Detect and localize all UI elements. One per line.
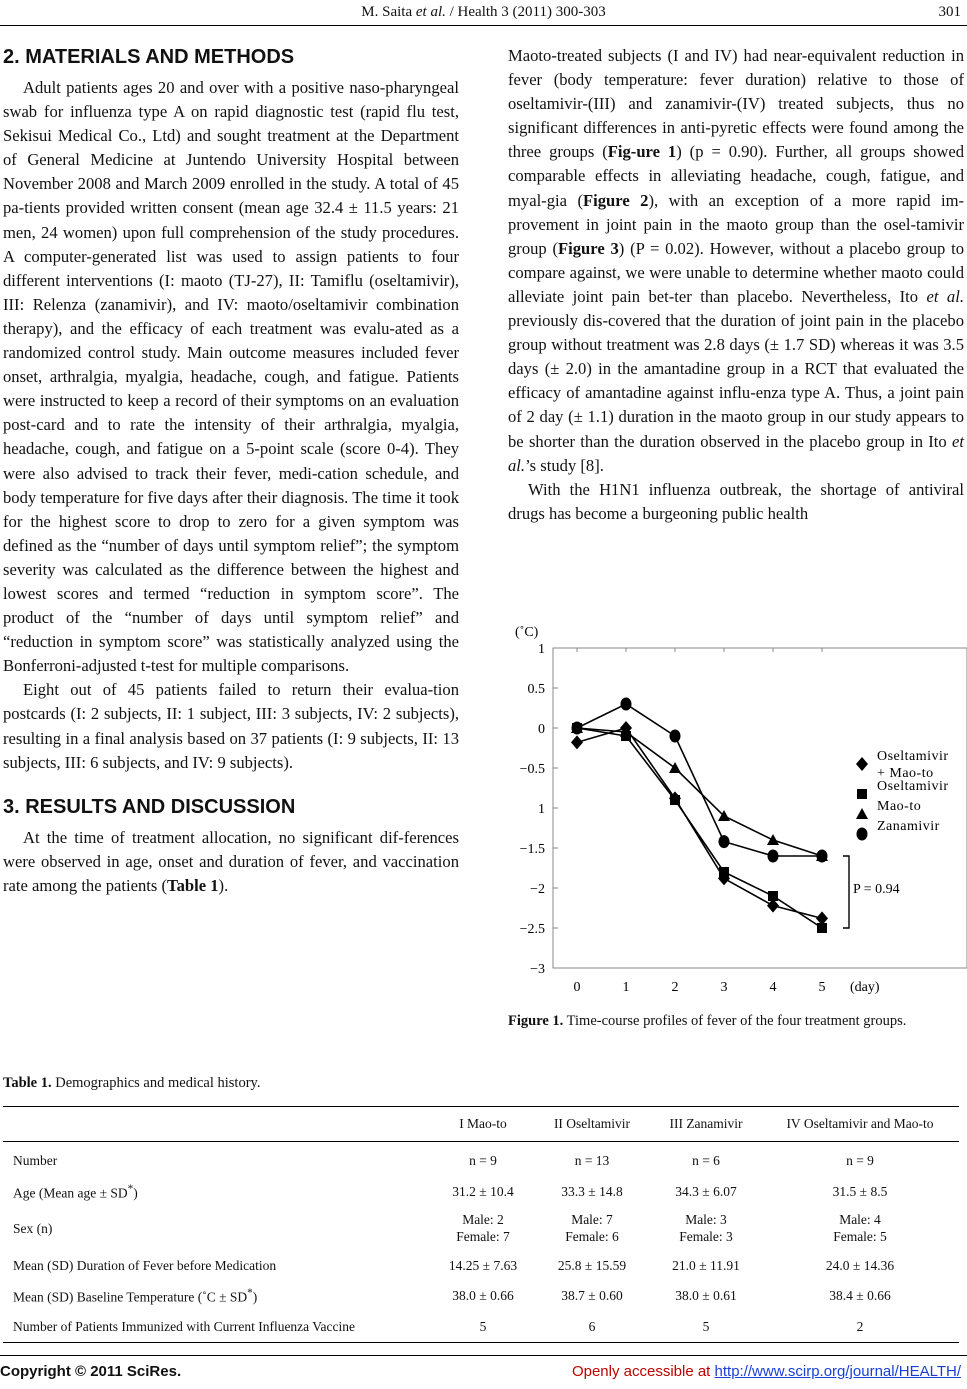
table-cell: 25.8 ± 15.59	[557, 1257, 627, 1273]
table-row	[3, 1310, 959, 1343]
row-label: Mean (SD) Baseline Temperature (˚C ± SD*)	[13, 1286, 258, 1305]
table-cell: 34.3 ± 6.07	[675, 1183, 737, 1199]
figure-1-caption: Figure 1. Time-course profiles of fever of the four treatment groups.	[508, 1013, 907, 1029]
methods-paragraph-1: Adult patients ages 20 and over with a positive naso-pharyngeal swab for influenza type A on rapid diagnostic test (rapid flu test, Sekisui Medical Co., Ltd) and sought treatment at the Department of General Medicine at Juntendo University Hospital between November 2008 and March 2009 enrolled in the study. A total of 45 pa-tients provided written consent (mean age 32.4 ± 11.5 years: 21 men, 24 women) upon full comprehension of the study procedures. A computer-generated list was used to assign patients to four different interventions (I: maoto (TJ-27), II: Tamiflu (oseltamivir), III: Relenza (zanamivir), and IV: maoto/oseltamivir combination therapy), and the efficacy of each treatment was evalu-ated as a randomized control study. Main outcome measures included fever onset, arthralgia, myalgia, headache, cough, and fatigue. Patients were instructed to keep a record of their symptoms on an evaluation post-card and to rate the intensity of their arthralgia, myalgia, headache, cough, and fatigue on a 5-point scale (score 0-4). They were also advised to track their fever, medi-cation schedule, and body temperature for five days after their diagnosis. The time it took for the highest score to drop to zero for a given symptom was defined as the “number of days until symptom relief”; the symptom severity was calculated as the difference between the highest and lowest scores and termed “reduction in symptom score”. The product of the “number of days until symptom relief” and “reduction in symptom score” was statistically analyzed using the Bonferroni-adjusted t-test for multiple comparisons.	[3, 78, 459, 676]
figure-1-chart	[505, 612, 967, 1007]
running-header	[0, 2, 967, 24]
table-cell: 38.0 ± 0.66	[452, 1287, 514, 1303]
data-point-square	[719, 867, 729, 877]
series-line-circle	[577, 704, 822, 856]
data-point-triangle	[767, 834, 779, 845]
running-title: M. Saita et al. / Health 3 (2011) 300-303	[361, 4, 606, 20]
y-tick-label: 1	[538, 642, 545, 657]
page-number: 301	[938, 4, 961, 20]
left-column	[3, 44, 459, 898]
table-cell: 5	[651, 1310, 761, 1343]
demographics-table	[3, 1106, 959, 1343]
table-cell: Male: 7 Female: 6	[565, 1212, 619, 1244]
table-cell: Male: 2 Female: 7	[456, 1212, 510, 1244]
table-row	[3, 1142, 959, 1177]
y-tick-label: 0	[538, 722, 545, 737]
y-tick-label: 0.5	[527, 682, 545, 697]
table-cell: 2	[761, 1310, 959, 1343]
table-header-cell: III Zanamivir	[651, 1107, 761, 1142]
table-cell: 5	[433, 1310, 533, 1343]
row-label: Sex (n)	[13, 1220, 53, 1236]
table-cell: n = 9	[469, 1152, 497, 1168]
data-point-square	[817, 923, 827, 933]
legend-label: Oseltamivir	[877, 779, 949, 794]
copyright-notice: Copyright © 2011 SciRes.	[0, 1363, 182, 1380]
p-value-label: P = 0.94	[853, 882, 900, 897]
footer-rule	[0, 1355, 967, 1356]
row-label: Number	[13, 1152, 58, 1168]
data-point-square	[768, 891, 778, 901]
table-cell: 14.25 ± 7.63	[448, 1257, 518, 1273]
results-paragraph-1: At the time of treatment allocation, no significant dif-ferences were observed in age, onset and duration of fever, and vaccination rate among the patients (Table 1).	[3, 827, 459, 895]
table-header-cell: II Oseltamivir	[533, 1107, 651, 1142]
x-tick-label: 0	[573, 980, 581, 995]
header-rule	[0, 25, 967, 26]
table-cell: 31.2 ± 10.4	[452, 1183, 514, 1199]
row-label: Age (Mean age ± SD*)	[13, 1182, 138, 1201]
x-tick-label: 1	[622, 980, 630, 995]
table-cell: Male: 4 Female: 5	[833, 1212, 887, 1244]
table-cell: Male: 3 Female: 3	[679, 1212, 733, 1244]
methods-paragraph-2: Eight out of 45 patients failed to return their evalua-tion postcards (I: 2 subjects, II: 1 subject, III: 3 subjects, IV: 2 subjects), resulting in a final analysis based on 37 patients (I: 9 subjects, II: 13 subjects, III: 6 subjects, and IV: 9 subjects).	[3, 680, 459, 772]
table-cell: 38.4 ± 0.66	[829, 1287, 891, 1303]
table-cell: n = 6	[692, 1152, 720, 1168]
results-paragraph-3: With the H1N1 influenza outbreak, the shortage of antiviral drugs has become a burgeoning public health	[508, 479, 964, 523]
row-label: Number of Patients Immunized with Current Influenza Vaccine	[3, 1310, 433, 1343]
data-point-diamond	[856, 757, 868, 771]
y-tick-label: −2	[530, 882, 545, 897]
data-point-circle	[670, 730, 681, 743]
data-point-circle	[768, 850, 779, 863]
table-cell: 38.0 ± 0.61	[675, 1287, 737, 1303]
table-cell: 31.5 ± 8.5	[832, 1183, 888, 1199]
legend-label: Mao-to	[877, 799, 922, 814]
x-tick-label: 5	[818, 980, 826, 995]
x-tick-label: 2	[671, 980, 679, 995]
x-unit-label: (day)	[850, 980, 880, 995]
significance-bracket	[843, 856, 849, 928]
x-tick-label: 4	[769, 980, 777, 995]
journal-link[interactable]: http://www.scirp.org/journal/HEALTH/	[714, 1363, 961, 1380]
data-point-diamond	[571, 735, 583, 749]
table-row	[3, 1206, 959, 1250]
y-tick-label: −0.5	[519, 762, 545, 777]
table-cell: 24.0 ± 14.36	[825, 1257, 895, 1273]
row-label: Mean (SD) Duration of Fever before Medication	[13, 1257, 277, 1273]
table-header-cell: I Mao-to	[433, 1107, 533, 1142]
data-point-circle	[572, 722, 583, 735]
y-tick-label: −1.5	[519, 842, 545, 857]
table-header-cell: IV Oseltamivir and Mao-to	[761, 1107, 959, 1142]
data-point-triangle	[669, 762, 681, 773]
access-notice: Openly accessible at http://www.scirp.org/journal/HEALTH/	[571, 1363, 961, 1380]
data-point-triangle	[856, 808, 868, 819]
data-point-circle	[621, 698, 632, 711]
table-header-cell	[3, 1107, 433, 1142]
data-point-circle	[719, 835, 730, 848]
table-cell: 21.0 ± 11.91	[672, 1257, 740, 1273]
table-cell: n = 13	[574, 1152, 610, 1168]
series-line-diamond	[577, 728, 822, 918]
data-point-square	[670, 795, 680, 805]
legend-label: + Mao-to	[877, 766, 934, 781]
table-cell: 38.7 ± 0.60	[561, 1287, 623, 1303]
right-column	[508, 44, 964, 526]
section-heading-results: 3. RESULTS AND DISCUSSION	[3, 795, 296, 818]
table-header-row	[3, 1107, 959, 1142]
y-tick-label: −2.5	[519, 922, 545, 937]
results-paragraph-2: Maoto-treated subjects (I and IV) had near-equivalent reduction in fever (body temperature: fever duration) relative to those of oseltamivir-(III) and zanamivir-(IV) treated subjects, thus no significant differences in anti-pyretic effects were found among the three groups (Fig-ure 1) (p = 0.90). Further, all groups showed comparable effects in alleviating headache, cough, fatigue, and myal-gia (Figure 2), with an exception of a more rapid im-provement in joint pain in the maoto group than the osel-tamivir group (Figure 3) (P = 0.02). However, without a placebo group to compare against, we were unable to determine whether maoto could alleviate joint pain bet-ter than placebo. Nevertheless, Ito et al. previously dis-covered that the duration of joint pain in the placebo group without treatment was 2.8 days (± 1.7 SD) whereas it was 3.5 days (± 2.0) in the amantadine group in a RCT that evaluated the efficacy of amantadine against influ-enza type A. Thus, a joint pain of 2 day (± 1.1) duration in the maoto group in our study appears to be shorter than the duration observed in the placebo group in Ito et al.’s study [8].	[508, 46, 965, 475]
x-tick-label: 3	[720, 980, 728, 995]
table-row	[3, 1280, 959, 1310]
table-cell: 6	[533, 1310, 651, 1343]
data-point-square	[857, 789, 867, 799]
y-tick-label: −3	[530, 962, 545, 977]
section-heading-methods: 2. MATERIALS AND METHODS	[3, 46, 295, 68]
y-tick-label: 1	[538, 802, 545, 817]
legend-label: Oseltamivir	[877, 749, 949, 764]
legend-label: Zanamivir	[877, 819, 940, 834]
data-point-circle	[857, 828, 868, 841]
series-line-square	[577, 728, 822, 928]
table-cell: n = 9	[846, 1152, 874, 1168]
y-unit-label: (˚C)	[515, 625, 539, 640]
table-row	[3, 1250, 959, 1280]
table-row	[3, 1176, 959, 1206]
fever-chart-svg	[505, 612, 967, 1007]
data-point-circle	[817, 850, 828, 863]
table-cell: 33.3 ± 14.8	[561, 1183, 623, 1199]
table-1-title: Table 1. Demographics and medical history.	[3, 1075, 261, 1091]
